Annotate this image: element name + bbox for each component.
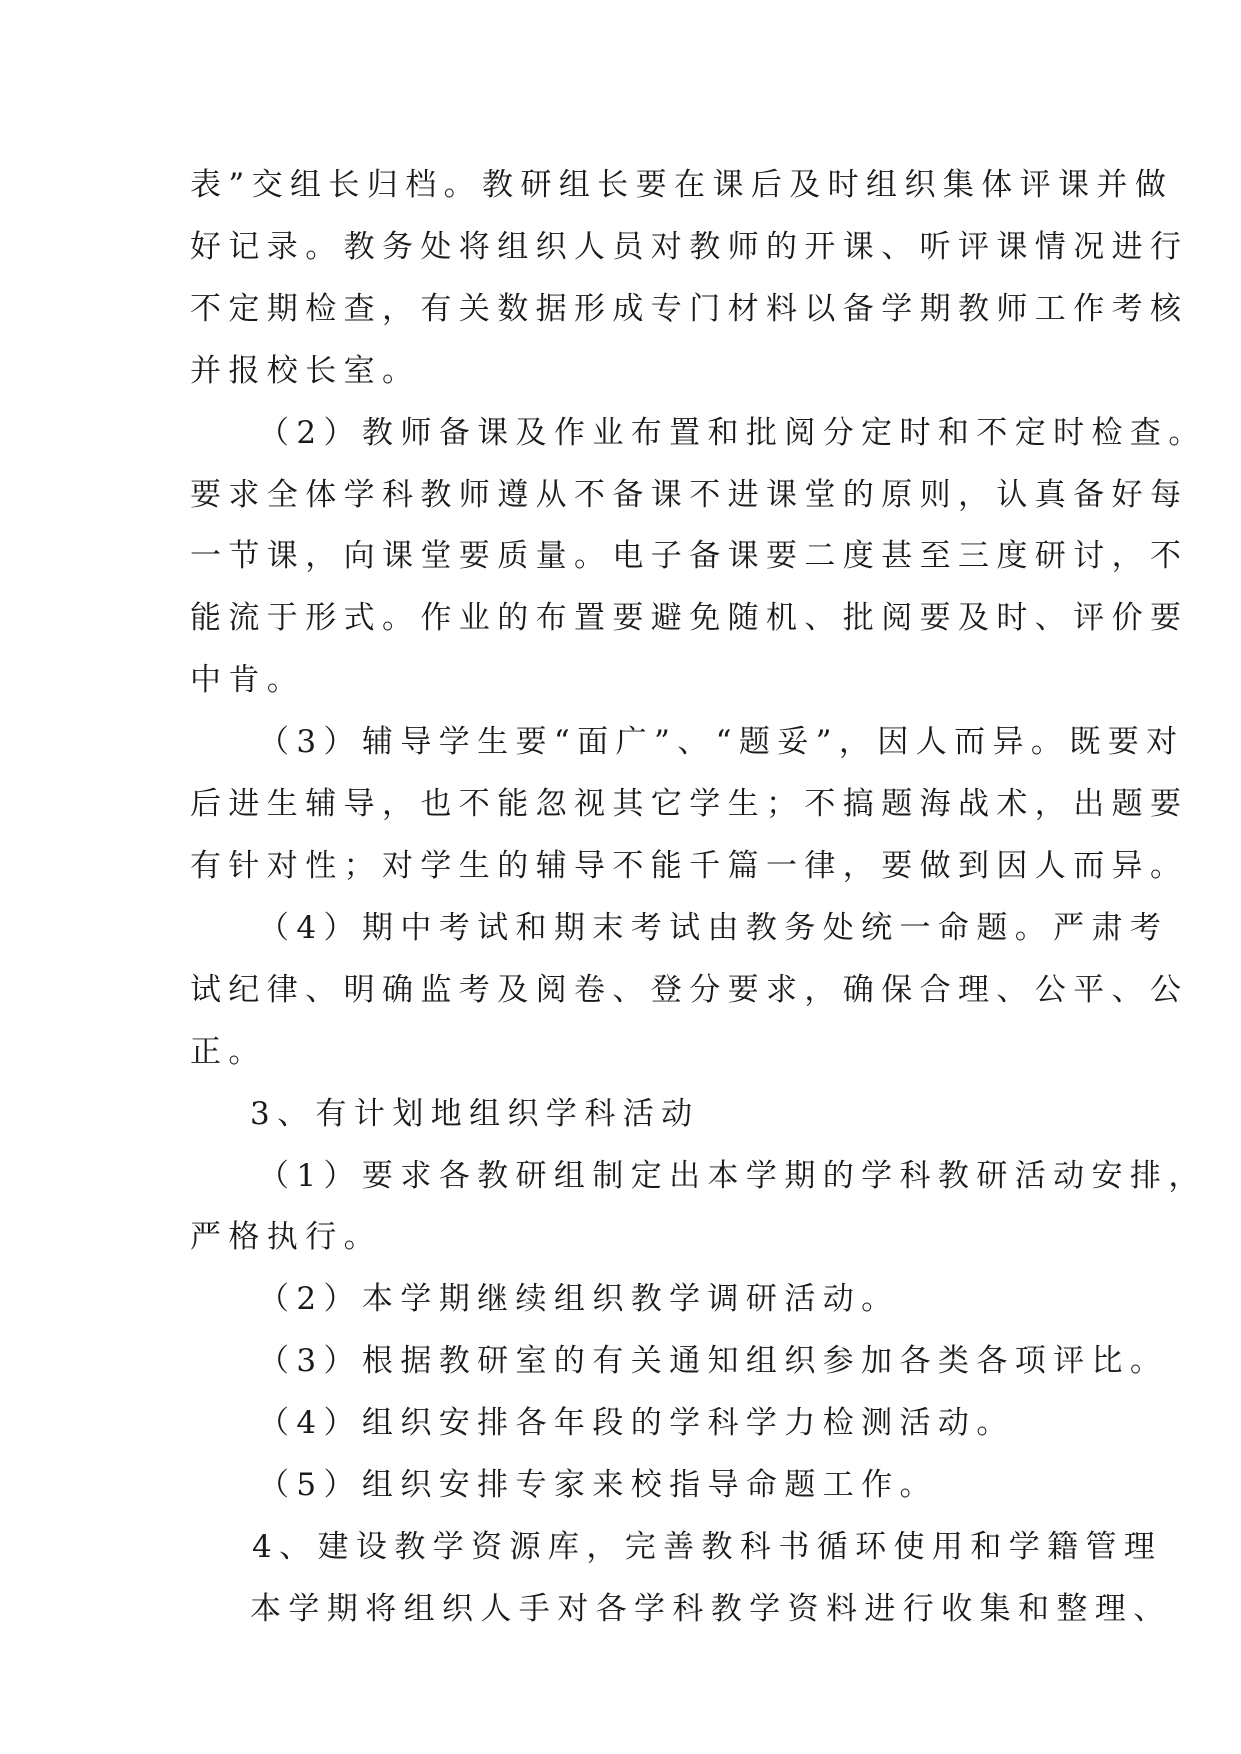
paragraph-line: （4）期中考试和期末考试由教务处统一命题。严肃考 [258,909,1169,946]
paragraph-line: （1）要求各教研组制定出本学期的学科教研活动安排， [258,1157,1207,1194]
paragraph-line: 正。 [190,1033,267,1070]
section-heading: 3、有计划地组织学科活动 [250,1095,700,1132]
paragraph-line: （4）组织安排各年段的学科学力检测活动。 [258,1405,1015,1442]
paragraph-line: 好记录。教务处将组织人员对教师的开课、听评课情况进行 [190,228,1189,265]
paragraph-line: 一节课，向课堂要质量。电子备课要二度甚至三度研讨，不 [190,538,1189,575]
paragraph-line: 不定期检查，有关数据形成专门材料以备学期教师工作考核 [190,290,1189,327]
paragraph-line: 能流于形式。作业的布置要避免随机、批阅要及时、评价要 [190,600,1189,637]
paragraph-line: 中肯。 [190,662,306,699]
paragraph-line: 本学期将组织人手对各学科教学资料进行收集和整理、 [250,1590,1172,1627]
paragraph-line: 要求全体学科教师遵从不备课不进课堂的原则，认真备好每 [190,476,1189,513]
paragraph-line: 有针对性；对学生的辅导不能千篇一律，要做到因人而异。 [190,847,1189,884]
paragraph-line: 表”交组长归档。教研组长要在课后及时组织集体评课并做 [190,167,1174,203]
paragraph-line: 试纪律、明确监考及阅卷、登分要求，确保合理、公平、公 [190,971,1189,1008]
paragraph-line: 严格执行。 [190,1219,382,1256]
paragraph-line: （3）辅导学生要“面广”、“题妥”，因人而异。既要对 [258,724,1185,761]
paragraph-line: （5）组织安排专家来校指导命题工作。 [258,1467,938,1504]
section-heading: 4、建设教学资源库，完善教科书循环使用和学籍管理 [252,1528,1163,1565]
paragraph-line: 并报校长室。 [190,352,421,389]
paragraph-line: （2）本学期继续组织教学调研活动。 [258,1281,900,1318]
paragraph-line: 后进生辅导，也不能忽视其它学生；不搞题海战术，出题要 [190,786,1189,823]
paragraph-line: （3）根据教研室的有关通知组织参加各类各项评比。 [258,1343,1169,1380]
document-body [190,155,1207,1641]
paragraph-line: （2）教师备课及作业布置和批阅分定时和不定时检查。 [258,414,1207,451]
